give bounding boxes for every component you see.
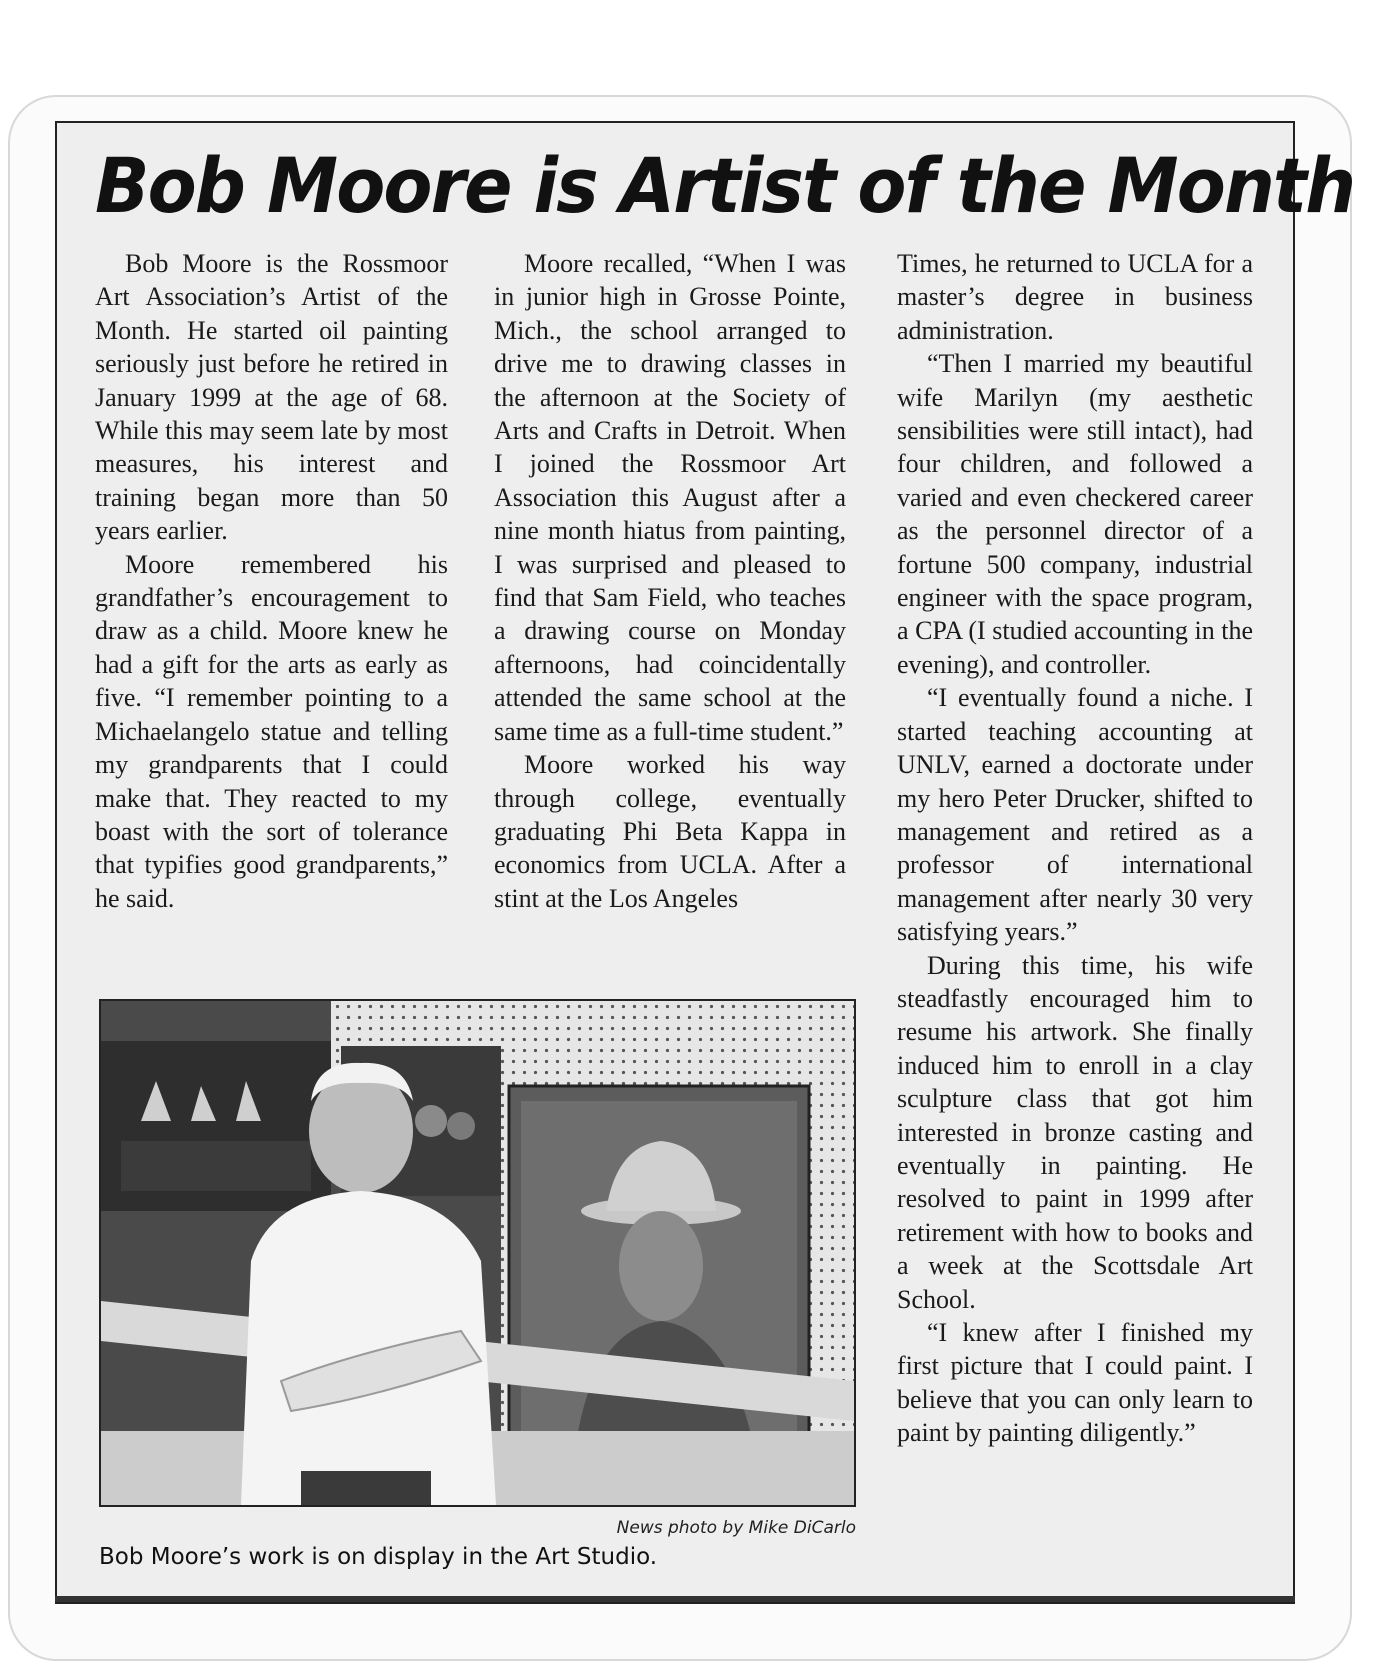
paragraph: Bob Moore is the Rossmoor Art Association’s Artist of the Month. He started oil painting seriously just before he retired in January 1999 at the age of 68. While this may seem late by most measures, his interest and training began more than 50 years earlier. xyxy=(95,249,448,546)
paragraph: During this time, his wife steadfastly encouraged him to resume his artwork. She finally induced him to enroll in a clay sculpture class that got him interested in bronze casting and eventually in painting. He resolved to paint in 1999 after retirement with how to books and a week at the Scottsdale Art School. xyxy=(897,950,1253,1314)
photo-caption: Bob Moore’s work is on display in the Art Studio. xyxy=(99,1544,658,1570)
paragraph: Moore remembered his grandfather’s encouragement to draw as a child. Moore knew he had a gift for the arts as early as five. “I remember pointing to a Michaelangelo statue and telling my grandparents that I could make that. They reacted to my boast with the sort of tolerance that typifies good grandparents,” he said. xyxy=(95,549,448,913)
paragraph: Moore recalled, “When I was in junior high in Grosse Pointe, Mich., the school arranged to drive me to drawing classes in the afternoon at the Society of Arts and Crafts in Detroit. When I joined the Rossmoor Art Association this August after a nine month hiatus from painting, I was surprised and pleased to find that Sam Field, who teaches a drawing course on Monday afternoons, had coincidentally attended the same school at the same time as a full-time student.” xyxy=(494,249,846,746)
paragraph: Times, he returned to UCLA for a master’s degree in business administration. xyxy=(897,249,1253,345)
article-column-3 xyxy=(897,247,1253,1450)
paragraph: Moore worked his way through college, eventually graduating Phi Beta Kappa in economics from UCLA. After a stint at the Los Angeles xyxy=(494,750,846,913)
photo-credit: News photo by Mike DiCarlo xyxy=(616,1518,856,1538)
headline: Bob Moore is Artist of the Month xyxy=(95,141,1355,230)
bottom-rule xyxy=(55,1596,1295,1602)
newspaper-clipping xyxy=(55,121,1355,1604)
article-column-1 xyxy=(95,247,448,915)
paragraph: “I knew after I finished my first picture that I could paint. I believe that you can only learn to paint by painting diligently.” xyxy=(897,1318,1253,1448)
paragraph: “Then I married my beautiful wife Marilyn (my aesthetic sensibilities were still intact), had four children, and followed a varied and even checkered career as the personnel director of a fortune 500 company, industrial engineer with the space program, a CPA (I studied accounting in the evening), and controller. xyxy=(897,349,1253,679)
photo-illustration xyxy=(101,1001,854,1505)
paragraph: “I eventually found a niche. I started teaching accounting at UNLV, earned a doctorate under my hero Peter Drucker, shifted to management and retired as a professor of international management after nearly 30 very satisfying years.” xyxy=(897,683,1253,947)
article-photo xyxy=(99,999,856,1507)
article-column-2 xyxy=(494,247,846,915)
